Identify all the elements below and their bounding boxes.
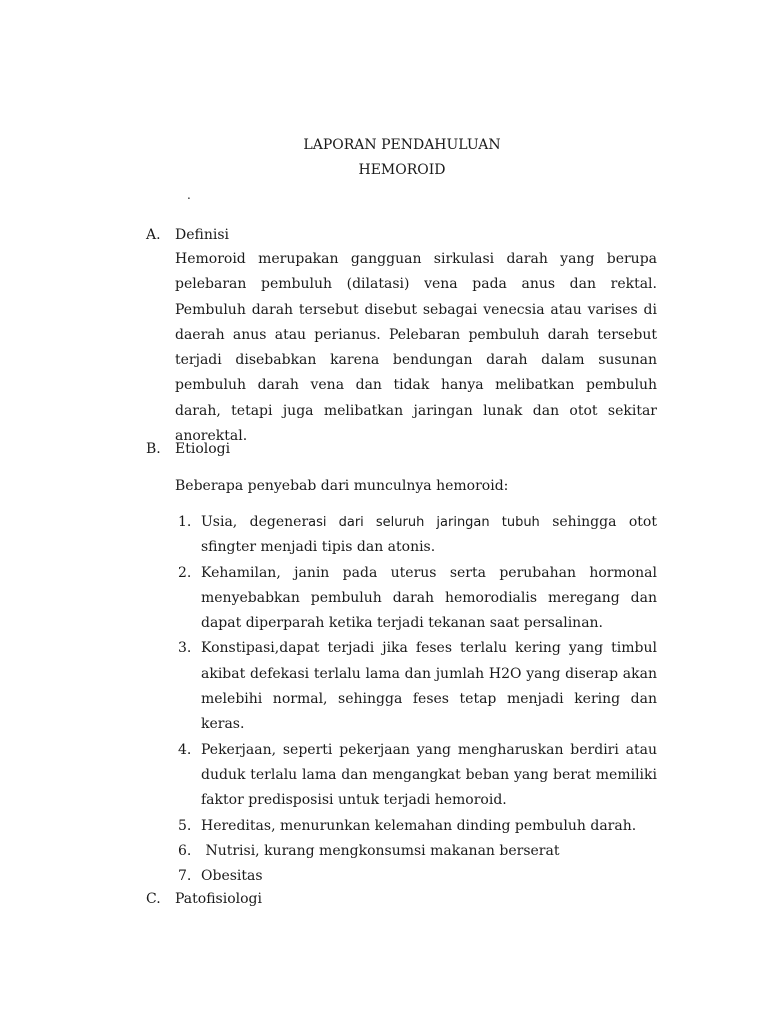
list-item-number: 5. xyxy=(178,817,192,834)
list-item-text: Obesitas xyxy=(201,868,263,885)
list-item-number: 3. xyxy=(178,640,192,657)
list-item xyxy=(175,636,657,737)
list-item-number: 4. xyxy=(178,741,192,758)
definisi-paragraph: Hemoroid merupakan gangguan sirkulasi darah yang berupa pelebaran pembuluh (dilatasi) vena pada anus dan rektal. Pembuluh darah tersebut disebut sebagai venecsia atau varises di daerah anus atau perianus. Pelebaran pembuluh darah tersebut terjadi disebabkan karena bendungan darah dalam susunan pembuluh darah vena dan tidak hanya melibatkan pembuluh darah, tetapi juga melibatkan jaringan lunak dan otot sekitar anorektal. xyxy=(175,251,657,445)
list-item xyxy=(175,839,657,864)
list-item-number: 7. xyxy=(178,868,192,885)
section-a-letter: A. xyxy=(146,227,161,243)
etiologi-list xyxy=(175,510,657,889)
list-item-number: 6. xyxy=(178,842,192,859)
list-item xyxy=(175,738,657,814)
list-item-text: Konstipasi,dapat terjadi jika feses terlalu kering yang timbul akibat defekasi terlalu lama dan jumlah H2O yang diserap akan melebihi normal, sehingga feses tetap menjadi kering dan keras. xyxy=(201,640,657,733)
document-subtitle: HEMOROID xyxy=(358,162,446,178)
list-item-number: 1. xyxy=(178,514,192,530)
etiologi-intro: Beberapa penyebab dari munculnya hemoroid: xyxy=(175,478,509,494)
list-item-text: Hereditas, menurunkan kelemahan dinding pembuluh darah. xyxy=(201,817,637,834)
section-b-title: Etiologi xyxy=(175,441,231,457)
list-item xyxy=(175,561,657,637)
stray-mark: . xyxy=(187,188,191,202)
list-item-number: 2. xyxy=(178,564,192,581)
list-item-text: Nutrisi, kurang mengkonsumsi makanan berserat xyxy=(201,842,560,859)
section-c-letter: C. xyxy=(146,891,161,907)
list-item xyxy=(175,510,657,561)
list-item-text xyxy=(201,510,657,561)
list-item-text-part: Usia, degener xyxy=(201,514,309,530)
list-item xyxy=(175,814,657,839)
section-c-title: Patofisiologi xyxy=(175,891,262,907)
section-a-title: Definisi xyxy=(175,227,230,243)
section-b-letter: B. xyxy=(146,441,161,457)
list-item-text: Pekerjaan, seperti pekerjaan yang mengharuskan berdiri atau duduk terlalu lama dan mengangkat beban yang berat memiliki faktor predisposisi untuk terjadi hemoroid. xyxy=(201,741,657,809)
list-item-text-part: sehingga otot sfingter menjadi tipis dan atonis. xyxy=(201,514,657,556)
document-title: LAPORAN PENDAHULUAN xyxy=(303,137,501,153)
list-item xyxy=(175,864,657,889)
list-item-text: Kehamilan, janin pada uterus serta perubahan hormonal menyebabkan pembuluh darah hemorodialis meregang dan dapat diperparah ketika terjadi tekanan saat persalinan. xyxy=(201,564,657,632)
list-item-text-sans-part: asi dari seluruh jaringan tubuh xyxy=(308,515,540,530)
